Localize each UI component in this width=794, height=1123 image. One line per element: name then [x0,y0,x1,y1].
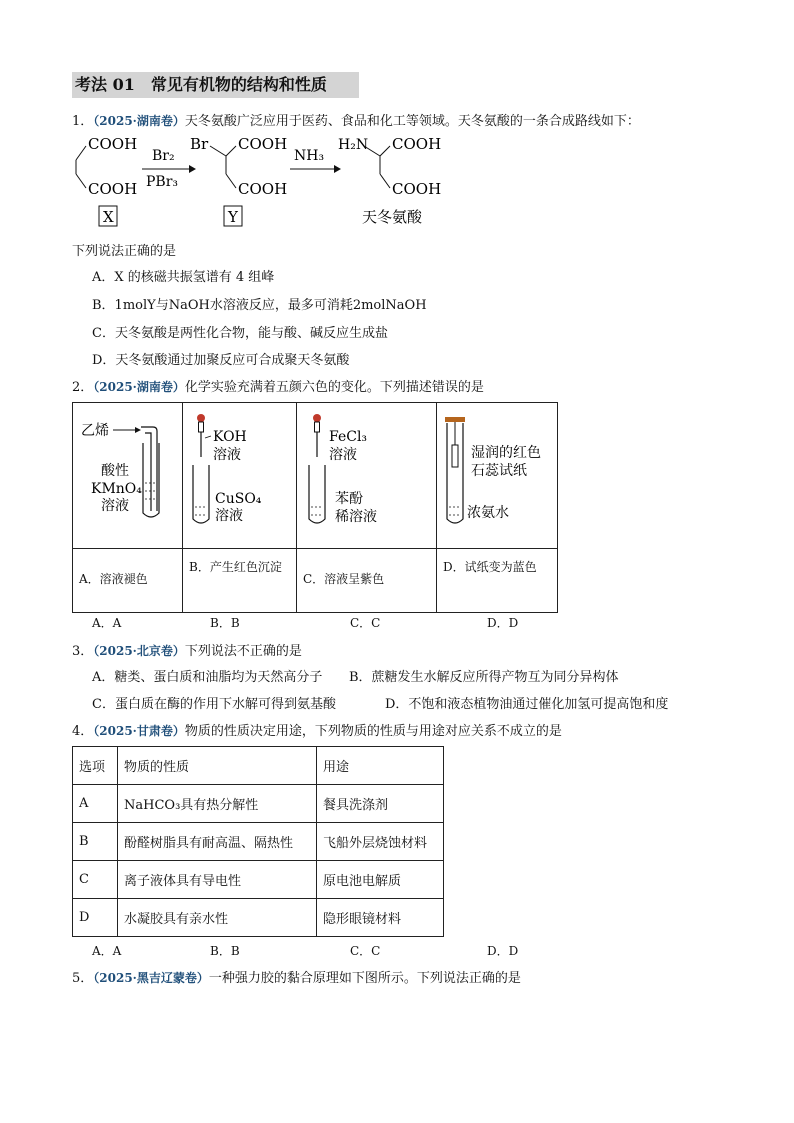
question-source: （2025·黑吉辽蒙卷） [93,971,209,985]
table-row [73,899,444,937]
label-litmus-2: 石蕊试纸 [471,463,527,479]
label-ethylene: 乙烯 [81,423,109,439]
q4-answer-c: C．C [350,944,381,958]
q4-answer-a: A．A [92,944,122,958]
y-cooh-top: COOH [238,135,288,153]
product-cooh-bottom: COOH [392,180,442,198]
product-cooh-top: COOH [392,135,442,153]
experiment-c-figure [297,403,437,549]
property-use-table [72,746,444,937]
experiment-c-desc: C．溶液呈紫色 [303,572,385,586]
reagent-pbr3: PBr₃ [146,174,179,190]
label-fecl3-solution: 溶液 [329,447,357,463]
question-1-prompt: 下列说法正确的是 [72,244,177,259]
question-stem: 化学实验充满着五颜六色的变化。下列描述错误的是 [184,380,484,395]
synthesis-scheme [66,132,466,232]
answer-c: C．C [350,616,381,630]
row-option: D [73,899,118,937]
label-fecl3: FeCl₃ [329,429,368,445]
label-litmus-1: 湿润的红色 [471,445,541,461]
label-cuso4-solution: 溶液 [215,508,243,524]
q4-answer-d: D．D [487,944,519,958]
header-option: 选项 [73,747,118,785]
question-source: （2025·湖南卷） [93,380,185,394]
option-b: B．1molY与NaOH水溶液反应，最多可消耗2molNaOH [92,298,427,313]
question-number: 5． [72,971,94,986]
q3-option-c: C．蛋白质在酶的作用下水解可得到氨基酸 [92,697,336,712]
experiment-a-figure [73,403,183,549]
label-kmno4: KMnO₄ [91,481,142,497]
product-name: 天冬氨酸 [362,208,423,226]
q3-option-b: B．蔗糖发生水解反应所得产物互为同分异构体 [349,670,619,685]
section-title: 考法 01 常见有机物的结构和性质 [72,72,359,98]
label-phenol-solution: 稀溶液 [335,509,377,525]
product-nh2: H₂N [338,137,369,153]
row-option: A [73,785,118,823]
header-property: 物质的性质 [118,747,317,785]
question-1 [72,110,640,129]
row-property: 离子液体具有导电性 [118,861,317,899]
question-number: 3． [72,644,94,659]
y-cooh-bottom: COOH [238,180,288,198]
answer-d: D．D [487,616,519,630]
option-d: D．天冬氨酸通过加聚反应可合成聚天冬氨酸 [92,353,350,368]
row-property: 水凝胶具有亲水性 [118,899,317,937]
row-use: 隐形眼镜材料 [317,899,444,937]
table-row [73,861,444,899]
experiment-a-desc: A．溶液褪色 [79,572,148,586]
label-acidic: 酸性 [101,463,129,479]
compound-x [76,135,137,226]
question-5 [72,967,521,986]
question-stem: 天冬氨酸广泛应用于医药、食品和化工等领域。天冬氨酸的一条合成路线如下： [184,114,640,129]
option-a: A．X 的核磁共振氢谱有 4 组峰 [92,270,275,285]
q3-option-d: D．不饱和液态植物油通过催化加氢可提高饱和度 [385,697,669,712]
row-use: 原电池电解质 [317,861,444,899]
x-cooh-bottom: COOH [88,180,138,198]
row-use: 餐具洗涤剂 [317,785,444,823]
row-option: C [73,861,118,899]
experiment-b-figure [183,403,297,549]
label-phenol: 苯酚 [335,491,363,507]
question-4 [72,720,562,739]
question-stem: 物质的性质决定用途，下列物质的性质与用途对应关系不成立的是 [184,724,562,739]
table-row [73,785,444,823]
answer-b: B．B [210,616,240,630]
experiment-d-desc: D．试纸变为蓝色 [443,560,537,574]
question-number: 4． [72,724,94,739]
question-source: （2025·湖南卷） [93,114,185,128]
label-ammonia: 浓氨水 [467,505,509,521]
y-br: Br [190,135,209,153]
label-cuso4: CuSO₄ [215,491,262,507]
x-label: X [103,208,114,226]
header-use: 用途 [317,747,444,785]
question-number: 1． [72,114,94,129]
label-koh: KOH [213,429,247,445]
table-row [73,823,444,861]
row-option: B [73,823,118,861]
row-use: 飞船外层烧蚀材料 [317,823,444,861]
q4-answer-b: B．B [210,944,240,958]
row-property: NaHCO₃具有热分解性 [118,785,317,823]
label-koh-solution: 溶液 [213,447,241,463]
q3-option-a: A．糖类、蛋白质和油脂均为天然高分子 [92,670,323,685]
question-2 [72,376,484,395]
answer-a: A．A [92,616,122,630]
row-property: 酚醛树脂具有耐高温、隔热性 [118,823,317,861]
label-solution: 溶液 [101,498,129,514]
experiment-d-figure [437,403,558,549]
compound-y [190,135,287,226]
question-source: （2025·北京卷） [93,644,185,658]
table-header-row [73,747,444,785]
compound-aspartic-acid [338,135,441,226]
reagent-nh3: NH₃ [294,148,325,164]
y-label: Y [228,208,238,226]
question-number: 2． [72,380,94,395]
question-stem: 下列说法不正确的是 [184,644,302,659]
question-source: （2025·甘肃卷） [93,724,185,738]
question-3 [72,640,302,659]
option-c: C．天冬氨酸是两性化合物，能与酸、碱反应生成盐 [92,326,388,341]
experiment-b-desc: B．产生红色沉淀 [189,560,282,574]
reagent-br2: Br₂ [152,148,175,164]
question-stem: 一种强力胶的黏合原理如下图所示。下列说法正确的是 [208,971,521,986]
experiment-table [72,402,558,613]
x-cooh-top: COOH [88,135,138,153]
